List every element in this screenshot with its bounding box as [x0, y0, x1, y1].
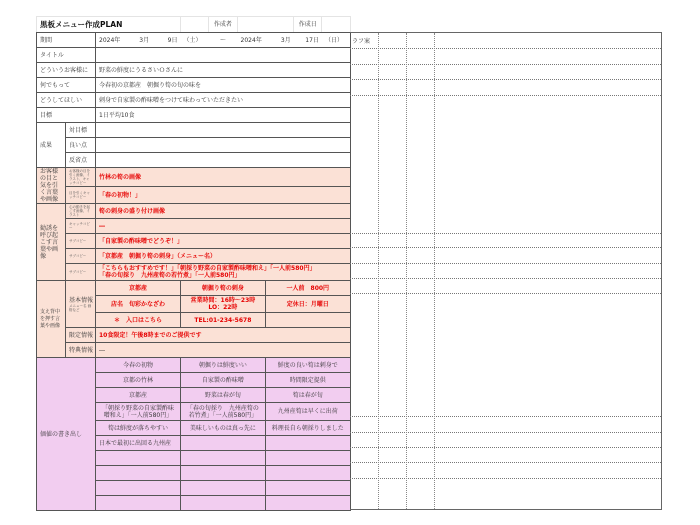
- guide-line: [350, 432, 661, 433]
- attention-value[interactable]: 「春の初物！」: [96, 187, 351, 204]
- basic-cell[interactable]: 定休日：月曜日: [265, 296, 350, 313]
- value-cell[interactable]: 朝掘りは鮮度いい: [180, 358, 265, 373]
- guide-line: [350, 263, 661, 264]
- end-year[interactable]: 2024年: [237, 33, 265, 48]
- want-label: どうしてほしい: [37, 93, 96, 108]
- guide-line: [350, 278, 661, 279]
- period-tilde: ～: [209, 33, 237, 48]
- guide-line: [350, 293, 661, 294]
- basic-cell[interactable]: TEL:01-234-5678: [180, 313, 265, 328]
- basic-cell[interactable]: 営業時間：16時～23時 LO：22時: [180, 296, 265, 313]
- desire-value-line: 「春の旬採り 九州産筍の若竹煮」「一人前580円」: [99, 272, 241, 279]
- start-dow: （土）: [180, 33, 208, 48]
- value-cell[interactable]: [265, 466, 350, 481]
- value-cell[interactable]: 「春の旬採り 九州産筍の若竹煮」「一人前580円」: [180, 403, 265, 421]
- customer-value[interactable]: 野菜の鮮度にうるさいＯさんに: [96, 63, 351, 78]
- customer-row: [37, 63, 351, 78]
- value-cell[interactable]: 野菜は春が旬: [180, 388, 265, 403]
- value-row: [37, 358, 351, 373]
- end-day[interactable]: 17日: [294, 33, 322, 48]
- value-cell[interactable]: [180, 481, 265, 496]
- desire-sub: サブコピー: [66, 264, 96, 281]
- basic-info-title: 基本情報: [69, 296, 94, 304]
- results-value[interactable]: [96, 123, 351, 138]
- results-label: 成果: [37, 123, 66, 168]
- want-row: [37, 93, 351, 108]
- guide-line: [350, 478, 661, 479]
- bonus-value[interactable]: ―: [96, 343, 351, 358]
- author-field[interactable]: [237, 17, 294, 33]
- attention-sub: 目を引くキャッチコピー: [66, 187, 96, 204]
- results-row: [37, 153, 351, 168]
- value-cell[interactable]: [96, 466, 181, 481]
- desire-sub: 心の動きを起こす画像、イラスト: [66, 204, 96, 219]
- guide-line: [378, 33, 379, 509]
- value-cell[interactable]: 京都の竹林: [96, 373, 181, 388]
- support-row: [37, 281, 351, 296]
- value-cell[interactable]: 美味しいものは真っ先に: [180, 421, 265, 436]
- rough-draft-area[interactable]: [350, 32, 662, 510]
- start-day[interactable]: 9日: [152, 33, 180, 48]
- value-cell[interactable]: [96, 496, 181, 511]
- desire-value[interactable]: 筍の刺身の盛り付け画像: [96, 204, 351, 219]
- value-cell[interactable]: 筍は春が旬: [265, 388, 350, 403]
- guide-line: [350, 247, 661, 248]
- limited-label: 限定情報: [66, 328, 96, 343]
- results-item: 対目標: [66, 123, 96, 138]
- bonus-row: [37, 343, 351, 358]
- title-value[interactable]: [96, 48, 351, 63]
- basic-cell[interactable]: [265, 313, 350, 328]
- rough-label: ラフ案: [352, 38, 371, 45]
- guide-line: [406, 33, 407, 509]
- value-cell[interactable]: [180, 436, 265, 451]
- results-value[interactable]: [96, 153, 351, 168]
- desire-row: [37, 234, 351, 249]
- desire-value[interactable]: ―: [96, 219, 351, 234]
- date-label: 作成日: [294, 17, 322, 33]
- title-label: タイトル: [37, 48, 96, 63]
- start-year[interactable]: 2024年: [96, 33, 124, 48]
- value-cell[interactable]: 筍は鮮度が落ちやすい: [96, 421, 181, 436]
- guide-line: [350, 462, 661, 463]
- attention-row: [37, 168, 351, 187]
- period-row: [37, 33, 351, 48]
- end-dow: （日）: [322, 33, 350, 48]
- guide-line: [350, 447, 661, 448]
- value-cell[interactable]: [265, 451, 350, 466]
- desire-sub: キャッチコピー: [66, 219, 96, 234]
- guide-line: [434, 33, 435, 509]
- desire-sub: サブコピー: [66, 234, 96, 249]
- desire-value-line: 「こちらもおすすめです！」「朝採り野菜の自家製酢味噌和え」「一人前580円」: [99, 265, 316, 272]
- sheet-title: 黒板メニュー作成PLAN: [37, 17, 181, 33]
- value-cell[interactable]: [265, 481, 350, 496]
- limited-row: [37, 328, 351, 343]
- value-cell[interactable]: 自家製の酢味噌: [180, 373, 265, 388]
- desire-value[interactable]: 「京都産 朝掘り筍の刺身」（メニュー名）: [96, 249, 351, 264]
- guide-line: [350, 79, 661, 80]
- desire-row: [37, 219, 351, 234]
- support-label: 支え背中を押す言葉や画像: [37, 281, 66, 358]
- guide-line: [350, 233, 661, 234]
- with-value[interactable]: 今春初の京都産 朝掘り筍の旬の味を: [96, 78, 351, 93]
- desire-row: [37, 264, 351, 281]
- want-value[interactable]: 刺身で自家製の酢味噌をつけて味わっていただきたい: [96, 93, 351, 108]
- basic-cell[interactable]: ＊ 入口はこちら: [96, 313, 181, 328]
- start-month[interactable]: 3月: [124, 33, 152, 48]
- customer-label: どういうお客様に: [37, 63, 96, 78]
- attention-row: [37, 187, 351, 204]
- value-cell[interactable]: [180, 451, 265, 466]
- with-row: [37, 78, 351, 93]
- basic-info-label: [66, 281, 96, 328]
- value-cell[interactable]: 九州産筍は早くに出荷: [265, 403, 350, 421]
- goal-label: 目標: [37, 108, 96, 123]
- results-row: [37, 123, 351, 138]
- attention-sub: お客様の目を引く画像、イラスト、キャッチコピー: [66, 168, 96, 187]
- period-label: 期間: [37, 33, 96, 48]
- attention-value[interactable]: 竹林の筍の画像: [96, 168, 351, 187]
- guide-line: [350, 95, 661, 96]
- value-cell[interactable]: [265, 436, 350, 451]
- goal-value[interactable]: 1日平均10食: [96, 108, 351, 123]
- goal-row: [37, 108, 351, 123]
- results-item: 良い点: [66, 138, 96, 153]
- desire-value[interactable]: [96, 264, 351, 281]
- value-cell[interactable]: [180, 496, 265, 511]
- guide-line: [350, 416, 661, 417]
- guide-line: [350, 48, 661, 49]
- author-label: 作成者: [209, 17, 237, 33]
- value-cell[interactable]: 鮮度の良い筍は刺身で: [265, 358, 350, 373]
- desire-sub: サブコピー: [66, 249, 96, 264]
- bonus-label: 特典情報: [66, 343, 96, 358]
- basic-cell[interactable]: 一人前 800円: [265, 281, 350, 296]
- basic-cell[interactable]: 朝掘り筍の刺身: [180, 281, 265, 296]
- desire-row: [37, 204, 351, 219]
- value-cell[interactable]: 時間限定提供: [265, 373, 350, 388]
- date-field[interactable]: [322, 17, 350, 33]
- value-cell[interactable]: 京都産: [96, 388, 181, 403]
- desire-label: 勧誘を呼び起こす言葉や画像: [37, 204, 66, 281]
- value-cell[interactable]: 料理長自ら朝採りしました: [265, 421, 350, 436]
- desire-row: [37, 249, 351, 264]
- basic-info-sub: メニュー名 価格など: [69, 303, 92, 312]
- value-cell[interactable]: [180, 466, 265, 481]
- attention-label: お客様の目と気を引く言葉や画像: [37, 168, 66, 204]
- results-item: 反省点: [66, 153, 96, 168]
- results-row: [37, 138, 351, 153]
- header-row: [37, 17, 351, 33]
- results-value[interactable]: [96, 138, 351, 153]
- plan-sheet: [36, 16, 351, 511]
- basic-cell[interactable]: 京都産: [96, 281, 181, 296]
- value-cell[interactable]: 日本で最初に出回る九州産: [96, 436, 181, 451]
- end-month[interactable]: 3月: [265, 33, 293, 48]
- value-cell[interactable]: 今春の初物: [96, 358, 181, 373]
- desire-value[interactable]: 「自家製の酢味噌でどうぞ！」: [96, 234, 351, 249]
- with-label: 何でもって: [37, 78, 96, 93]
- limited-value[interactable]: 10食限定！午後8時までのご提供です: [96, 328, 351, 343]
- value-cell[interactable]: [96, 481, 181, 496]
- title-row: [37, 48, 351, 63]
- guide-line: [350, 64, 661, 65]
- value-cell[interactable]: 「朝採り野菜の自家製酢味噌和え」「一人前580円」: [96, 403, 181, 421]
- basic-cell[interactable]: 店名 旬彩かなざわ: [96, 296, 181, 313]
- value-cell[interactable]: [96, 451, 181, 466]
- value-label: 価値の書き出し: [37, 358, 96, 511]
- value-cell[interactable]: [265, 496, 350, 511]
